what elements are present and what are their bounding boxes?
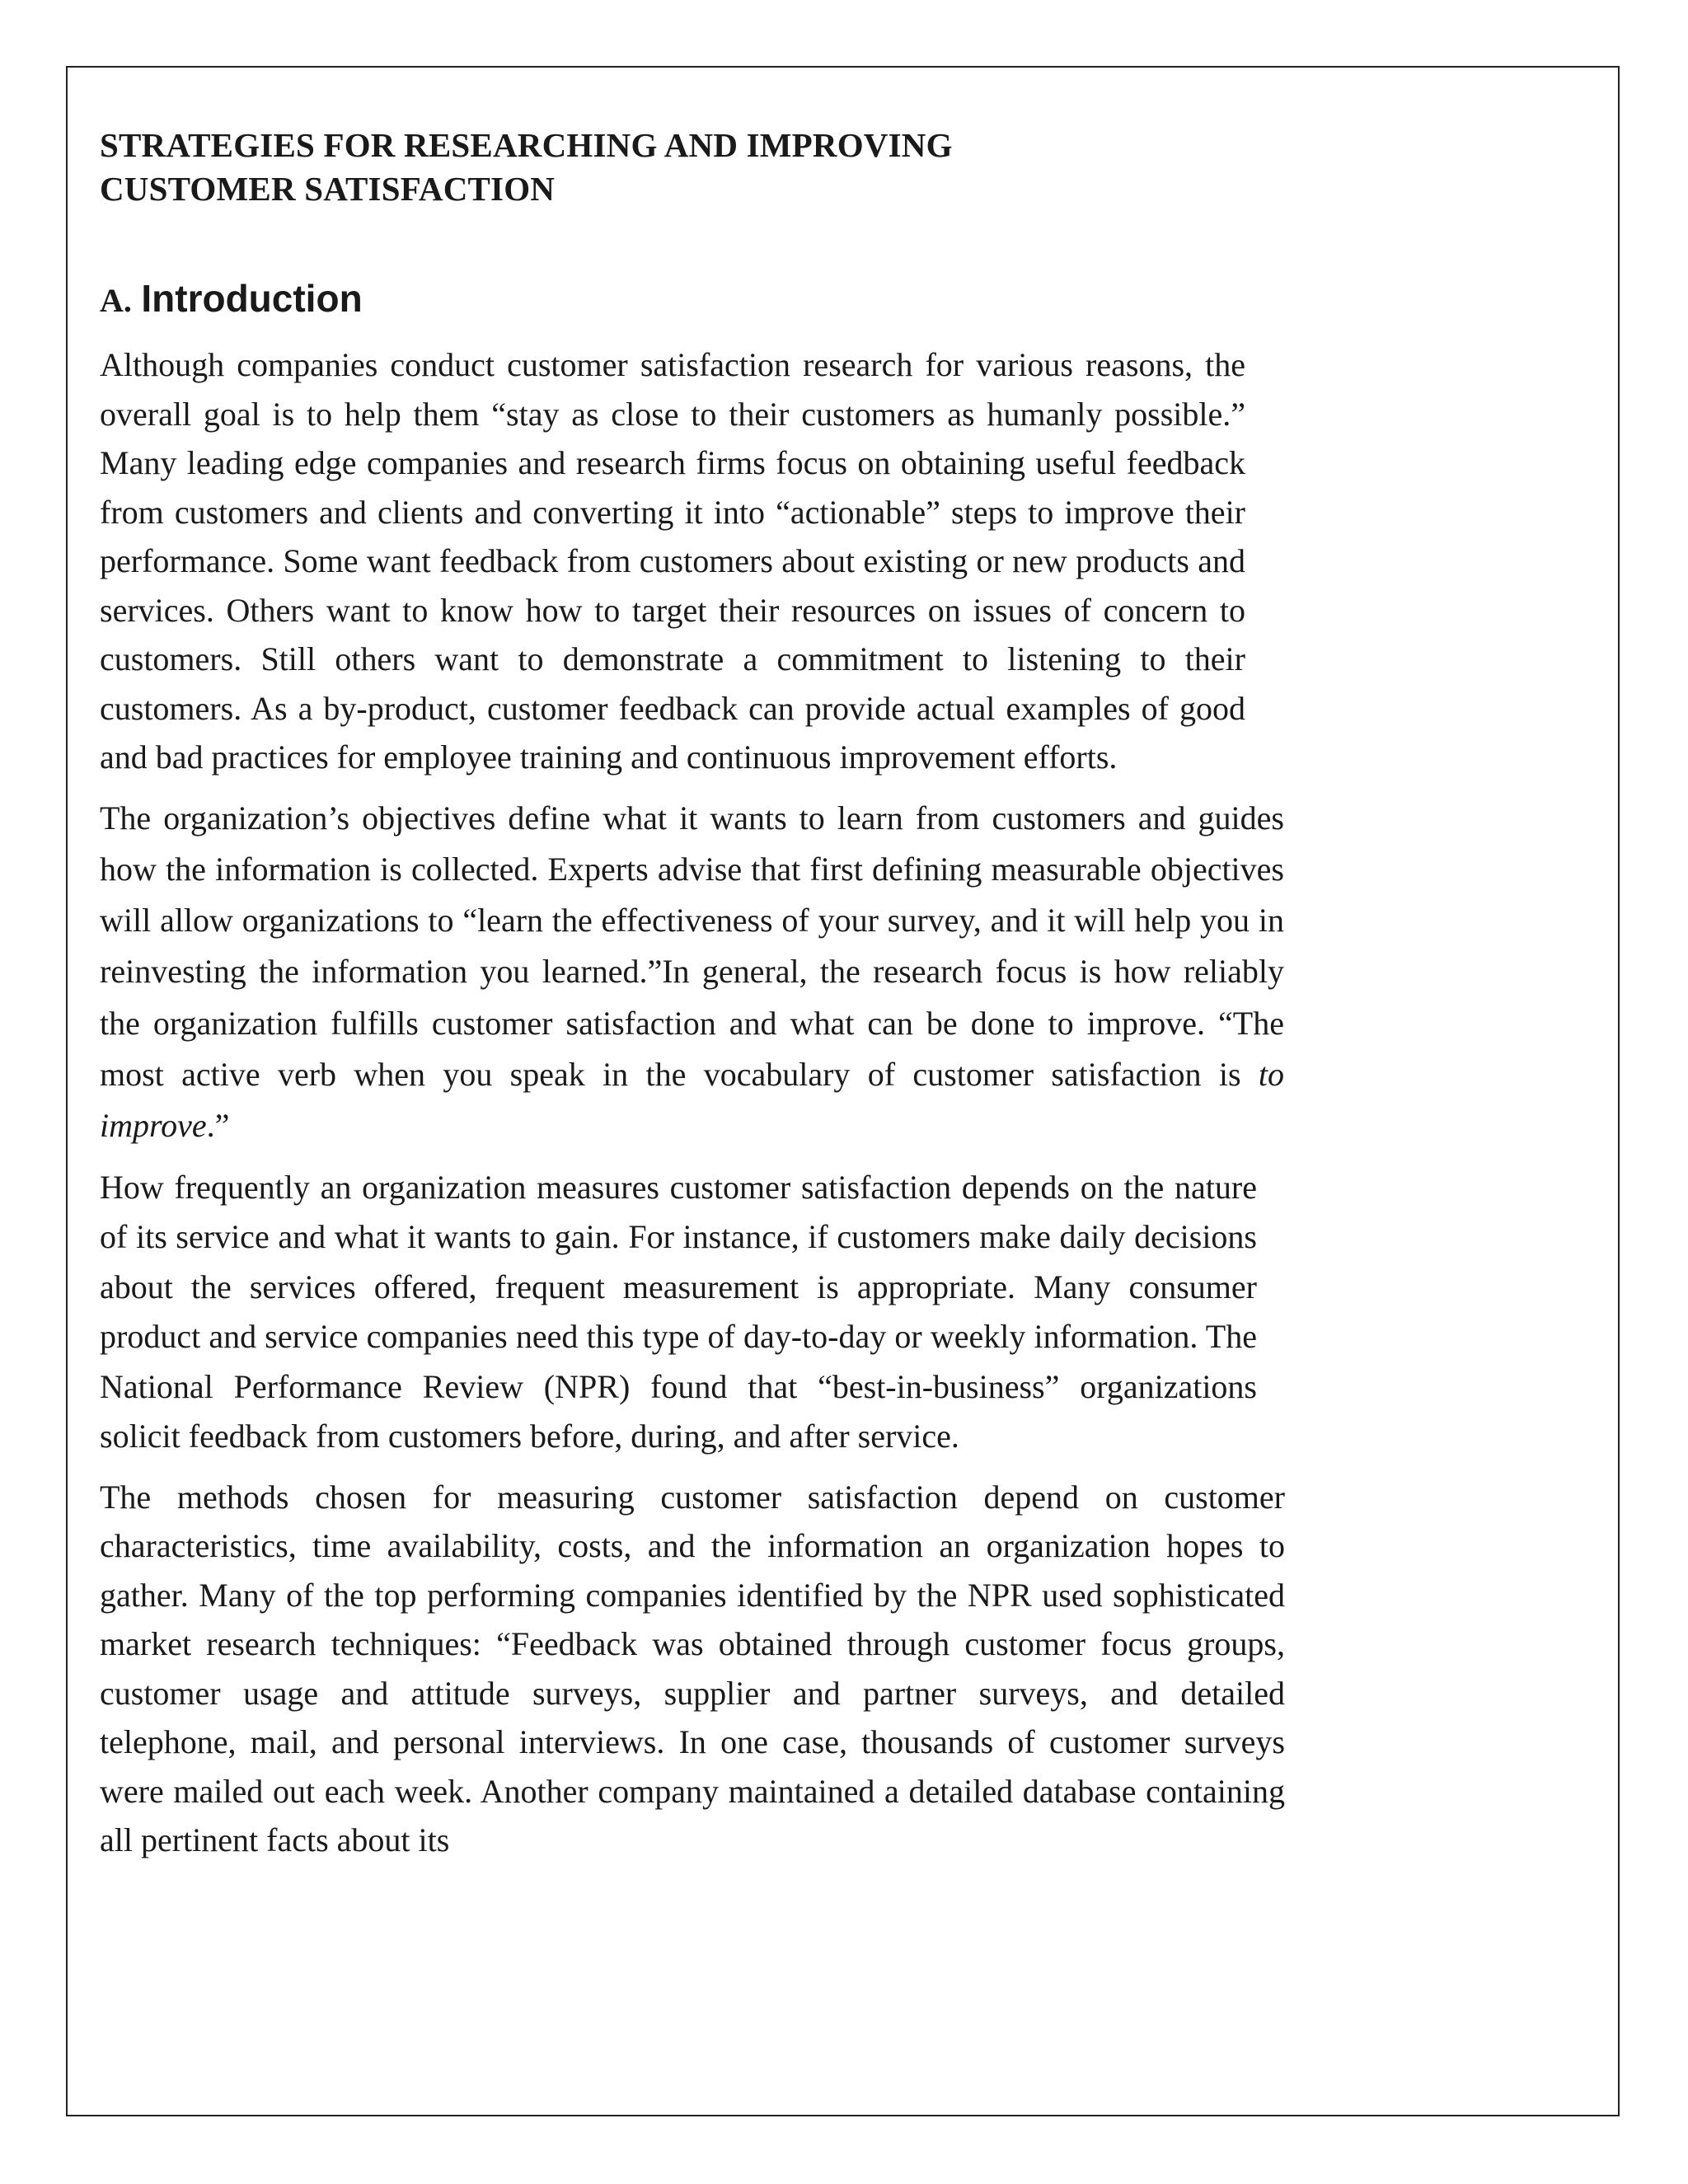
document-title	[100, 124, 1171, 211]
section-heading	[100, 275, 1285, 324]
section-heading-text: Introduction	[141, 277, 363, 320]
document-title-line-2: CUSTOMER SATISFACTION	[100, 170, 556, 208]
paragraph-2-emphasis: to improve	[100, 1055, 1284, 1145]
paragraph-2	[100, 793, 1284, 1152]
paragraph-1: Although companies conduct customer satisfaction research for various reasons, the overall goal is to help them “stay as close to their customers as humanly possible.” Many leading edge companies and research firms focus on obtaining useful feedback from customers and clients and converting it into “actionable” steps to improve their performance. Some want feedback from customers about existing or new products and services. Others want to know how to target their resources on issues of concern to customers. Still others want to demonstrate a commitment to listening to their customers. As a by-product, customer feedback can provide actual examples of good and bad practices for employee training and continuous improvement efforts.	[100, 346, 1245, 776]
paragraph-2-text: The organization’s objectives define what it wants to learn from customers and guides how the information is collected. Experts advise that first defining measurable objectives will allow organizations to “learn the effectiveness of your survey, and it will help you in reinvesting the information you learned.”In general, the research focus is how reliably the organization fulfills customer satisfaction and what can be done to improve. “The most active verb when you speak in the vocabulary of customer satisfaction is	[100, 799, 1284, 1093]
document-title-line-1: STRATEGIES FOR RESEARCHING AND IMPROVING	[100, 126, 953, 164]
section-letter: A.	[100, 282, 132, 319]
document-body	[100, 124, 1285, 1865]
paragraph-2-end: .”	[206, 1107, 230, 1145]
paragraph-4: The methods chosen for measuring customer satisfaction depend on customer characteristics, time availability, costs, and the information an organization hopes to gather. Many of the top performing companies identified by the NPR used sophisticated market research techniques: “Feedback was obtained through customer focus groups, customer usage and attitude surveys, supplier and partner surveys, and detailed telephone, mail, and personal interviews. In one case, thousands of customer surveys were mailed out each week. Another company maintained a detailed database containing all pertinent facts about its	[100, 1478, 1285, 1859]
paragraph-3: How frequently an organization measures customer satisfaction depends on the nature of its service and what it wants to gain. For instance, if customers make daily decisions about the services offered, frequent measurement is appropriate. Many consumer product and service companies need this type of day-to-day or weekly information. The National Performance Review (NPR) found that “best-in-business” organizations solicit feedback from customers before, during, and after service.	[100, 1168, 1257, 1455]
